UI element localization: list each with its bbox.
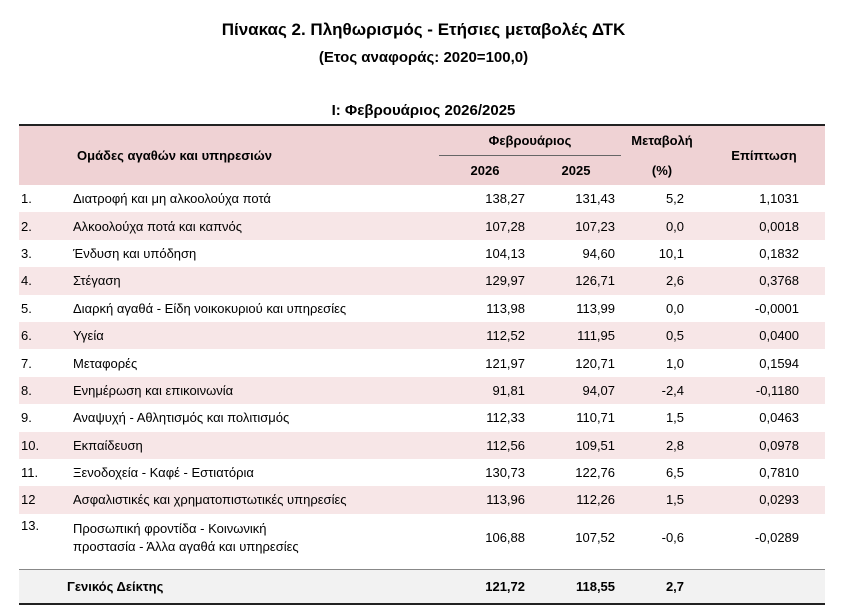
value-2026: 104,13 — [439, 240, 531, 267]
table-row — [19, 267, 825, 294]
header-year-2025: 2025 — [531, 156, 621, 186]
row-label: Υγεία — [67, 322, 439, 349]
total-2025: 118,55 — [531, 569, 621, 604]
value-2025: 112,26 — [531, 486, 621, 513]
row-label: Εκπαίδευση — [67, 432, 439, 459]
total-impact-empty — [703, 569, 825, 604]
row-number: 1. — [19, 185, 67, 212]
value-change: 1,5 — [621, 486, 703, 513]
value-change: 0,5 — [621, 322, 703, 349]
value-2026: 107,28 — [439, 212, 531, 239]
value-2026: 91,81 — [439, 377, 531, 404]
table-row — [19, 514, 825, 562]
value-2026: 106,88 — [439, 514, 531, 562]
value-change: 1,0 — [621, 349, 703, 376]
row-label: Μεταφορές — [67, 349, 439, 376]
row-number: 12 — [19, 486, 67, 513]
value-2025: 109,51 — [531, 432, 621, 459]
value-change: 0,0 — [621, 212, 703, 239]
value-impact: 1,1031 — [703, 185, 825, 212]
value-impact: 0,3768 — [703, 267, 825, 294]
value-2026: 121,97 — [439, 349, 531, 376]
table-row — [19, 432, 825, 459]
table-row — [19, 404, 825, 431]
page-title: Πίνακας 2. Πληθωρισμός - Ετήσιες μεταβολές ΔΤΚ — [221, 20, 626, 39]
row-label-line-1: Προσωπική φροντίδα - Κοινωνική — [73, 520, 267, 536]
table-row — [19, 377, 825, 404]
row-label: Διαρκή αγαθά - Είδη νοικοκυριού και υπηρεσίες — [67, 295, 439, 322]
value-change: 0,0 — [621, 295, 703, 322]
row-number: 4. — [19, 267, 67, 294]
value-impact: -0,0289 — [703, 514, 825, 562]
value-change: 10,1 — [621, 240, 703, 267]
value-change: 2,8 — [621, 432, 703, 459]
table-row — [19, 295, 825, 322]
value-impact: -0,1180 — [703, 377, 825, 404]
header-month: Φεβρουάριος — [439, 125, 621, 156]
header-impact: Επίπτωση — [703, 125, 825, 185]
row-label: Ενημέρωση και επικοινωνία — [67, 377, 439, 404]
value-2026: 129,97 — [439, 267, 531, 294]
value-impact: 0,0978 — [703, 432, 825, 459]
row-number: 9. — [19, 404, 67, 431]
value-2025: 111,95 — [531, 322, 621, 349]
row-label: Αλκοολούχα ποτά και καπνός — [67, 212, 439, 239]
value-impact: 0,1594 — [703, 349, 825, 376]
value-2026: 113,96 — [439, 486, 531, 513]
cpi-table — [19, 124, 825, 605]
row-number: 3. — [19, 240, 67, 267]
row-label: Διατροφή και μη αλκοολούχα ποτά — [67, 185, 439, 212]
value-2026: 138,27 — [439, 185, 531, 212]
row-label: Ένδυση και υπόδηση — [67, 240, 439, 267]
value-impact: -0,0001 — [703, 295, 825, 322]
value-2025: 113,99 — [531, 295, 621, 322]
table-row — [19, 185, 825, 212]
value-2025: 94,07 — [531, 377, 621, 404]
row-label: Ασφαλιστικές και χρηματοπιστωτικές υπηρεσίες — [67, 486, 439, 513]
value-2025: 122,76 — [531, 459, 621, 486]
value-2025: 94,60 — [531, 240, 621, 267]
value-impact: 0,0293 — [703, 486, 825, 513]
row-number: 11. — [19, 459, 67, 486]
value-impact: 0,7810 — [703, 459, 825, 486]
value-2026: 130,73 — [439, 459, 531, 486]
value-2026: 113,98 — [439, 295, 531, 322]
value-change: 6,5 — [621, 459, 703, 486]
table-row — [19, 322, 825, 349]
table-row — [19, 459, 825, 486]
value-2025: 107,52 — [531, 514, 621, 562]
value-impact: 0,0400 — [703, 322, 825, 349]
value-change: 2,6 — [621, 267, 703, 294]
value-change: -0,6 — [621, 514, 703, 562]
value-2025: 110,71 — [531, 404, 621, 431]
row-number: 2. — [19, 212, 67, 239]
spacer-row — [19, 562, 825, 570]
total-row — [19, 569, 825, 604]
table-row — [19, 349, 825, 376]
section-title: Ι: Φεβρουάριος 2026/2025 — [331, 102, 516, 119]
table-row — [19, 212, 825, 239]
header-groups: Ομάδες αγαθών και υπηρεσιών — [19, 125, 439, 185]
row-number: 7. — [19, 349, 67, 376]
row-number: 13. — [19, 514, 67, 562]
value-2025: 107,23 — [531, 212, 621, 239]
value-change: 5,2 — [621, 185, 703, 212]
header-change-unit: (%) — [621, 156, 703, 186]
value-change: -2,4 — [621, 377, 703, 404]
value-2025: 131,43 — [531, 185, 621, 212]
row-label-line-2: προστασία - Άλλα αγαθά και υπηρεσίες — [73, 538, 299, 554]
total-2026: 121,72 — [439, 569, 531, 604]
value-impact: 0,0018 — [703, 212, 825, 239]
header-change: Μεταβολή — [621, 125, 703, 156]
row-label: Αναψυχή - Αθλητισμός και πολιτισμός — [67, 404, 439, 431]
value-2026: 112,56 — [439, 432, 531, 459]
row-number: 10. — [19, 432, 67, 459]
row-number: 6. — [19, 322, 67, 349]
value-2026: 112,33 — [439, 404, 531, 431]
row-label: Ξενοδοχεία - Καφέ - Εστιατόρια — [67, 459, 439, 486]
row-number: 8. — [19, 377, 67, 404]
row-label: Στέγαση — [67, 267, 439, 294]
value-2025: 126,71 — [531, 267, 621, 294]
total-label: Γενικός Δείκτης — [19, 569, 439, 604]
value-2026: 112,52 — [439, 322, 531, 349]
table-row — [19, 240, 825, 267]
value-2025: 120,71 — [531, 349, 621, 376]
value-impact: 0,0463 — [703, 404, 825, 431]
table-row — [19, 486, 825, 513]
total-change: 2,7 — [621, 569, 703, 604]
value-impact: 0,1832 — [703, 240, 825, 267]
spacer-cell — [19, 562, 825, 570]
page-subtitle: (Ετος αναφοράς: 2020=100,0) — [318, 49, 529, 66]
row-label — [67, 514, 439, 562]
value-change: 1,5 — [621, 404, 703, 431]
header-year-2026: 2026 — [439, 156, 531, 186]
row-number: 5. — [19, 295, 67, 322]
